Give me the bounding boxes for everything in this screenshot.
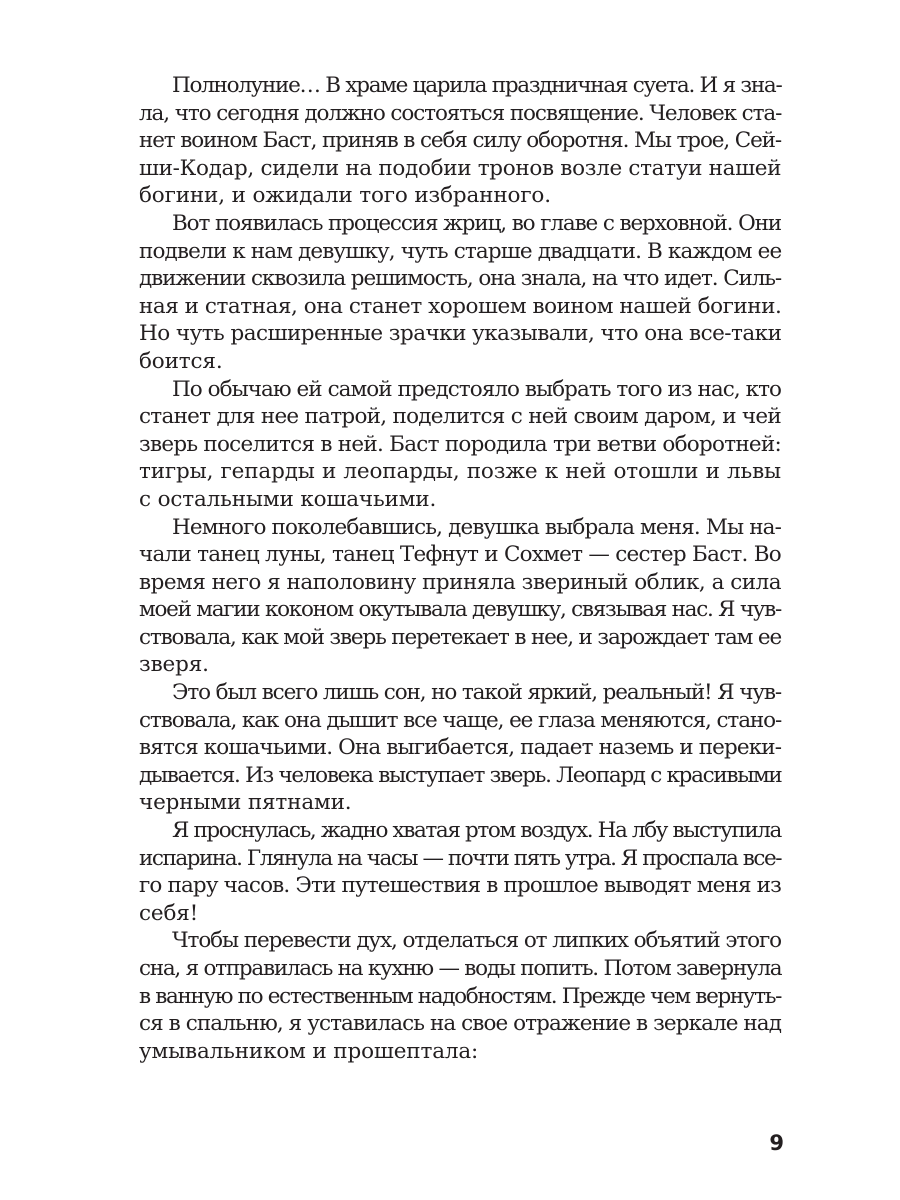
paragraph	[139, 679, 781, 817]
text-line: себя!	[139, 900, 199, 926]
text-line: Это был всего лишь сон, но такой яркий, реальный! Я чув-	[172, 680, 781, 706]
text-line: ши-Кодар, сидели на подобии тронов возле статуи нашей	[139, 155, 782, 181]
text-line: дывается. Из человека выступает зверь. Леопард с красивыми	[139, 762, 782, 788]
text-line: испарина. Глянула на часы — почти пять утра. Я проспала все-	[139, 845, 782, 871]
text-line: го пару часов. Эти путешествия в прошлое выводят меня из	[139, 873, 781, 899]
text-line: с остальными кошачьими.	[139, 486, 437, 512]
text-line: ла, что сегодня должно состояться посвящение. Человек ста-	[139, 100, 782, 126]
text-line: ствовала, как она дышит все чаще, ее глаза меняются, стано-	[139, 707, 782, 733]
paragraph	[139, 210, 781, 376]
text-line: чали танец луны, танец Тефнут и Сохмет — сестер Баст. Во	[139, 542, 781, 568]
text-line: ная и статная, она станет хорошем воином нашей богини.	[139, 293, 782, 319]
text-line: боится.	[139, 348, 223, 374]
paragraph	[139, 817, 781, 927]
text-line: станет для нее патрой, поделится с ней своим даром, и чей	[139, 404, 781, 430]
text-line: Но чуть расширенные зрачки указывали, что она все-таки	[139, 321, 782, 347]
text-line: Вот появилась процессия жриц, во главе с верховной. Они	[172, 210, 781, 236]
text-line: моей магии коконом окутывала девушку, связывая нас. Я чув-	[139, 597, 781, 623]
text-line: зверя.	[139, 652, 209, 678]
text-line: зверь поселится в ней. Баст породила три ветви оборотней:	[139, 431, 781, 457]
text-line: Полнолуние… В храме царила праздничная суета. И я зна-	[172, 73, 782, 98]
text-line: нет воином Баст, приняв в себя силу оборотня. Мы трое, Сей-	[139, 128, 781, 154]
text-line: движении сквозила решимость, она знала, на что идет. Силь-	[139, 266, 782, 292]
text-line: По обычаю ей самой предстояло выбрать того из нас, кто	[172, 376, 781, 402]
text-line: умывальником и прошептала:	[139, 1038, 479, 1064]
paragraph	[139, 927, 781, 1065]
text-line: Немного поколебавшись, девушка выбрала меня. Мы на-	[172, 514, 781, 540]
text-line: подвели к нам девушку, чуть старше двадцати. В каждом ее	[139, 238, 782, 264]
text-line: вятся кошачьими. Она выгибается, падает наземь и переки-	[139, 735, 782, 761]
text-line: сна, я отправилась на кухню — воды попить. Потом завернула	[139, 956, 782, 981]
text-line: время него я наполовину приняла звериный облик, а сила	[139, 569, 781, 595]
text-line: ствовала, как мой зверь перетекает в нее, и зарождает там ее	[139, 624, 781, 650]
paragraph	[139, 72, 781, 210]
text-line: тигры, гепарды и леопарды, позже к ней отошли и львы	[139, 459, 781, 485]
text-line: Я проснулась, жадно хватая ртом воздух. На лбу выступила	[172, 818, 781, 844]
paragraph	[139, 376, 781, 514]
paragraph	[139, 514, 781, 680]
page-number: 9	[769, 1131, 784, 1155]
text-line: черными пятнами.	[139, 790, 352, 816]
text-line: Чтобы перевести дух, отделаться от липких объятий этого	[172, 928, 781, 954]
body-text	[139, 72, 781, 1065]
text-line: богини, и ожидали того избранного.	[139, 183, 551, 209]
text-line: ся в спальню, я уставилась на свое отражение в зеркале над	[139, 1011, 782, 1037]
text-line: в ванную по естественным надобностям. Прежде чем вернуть-	[139, 983, 781, 1009]
